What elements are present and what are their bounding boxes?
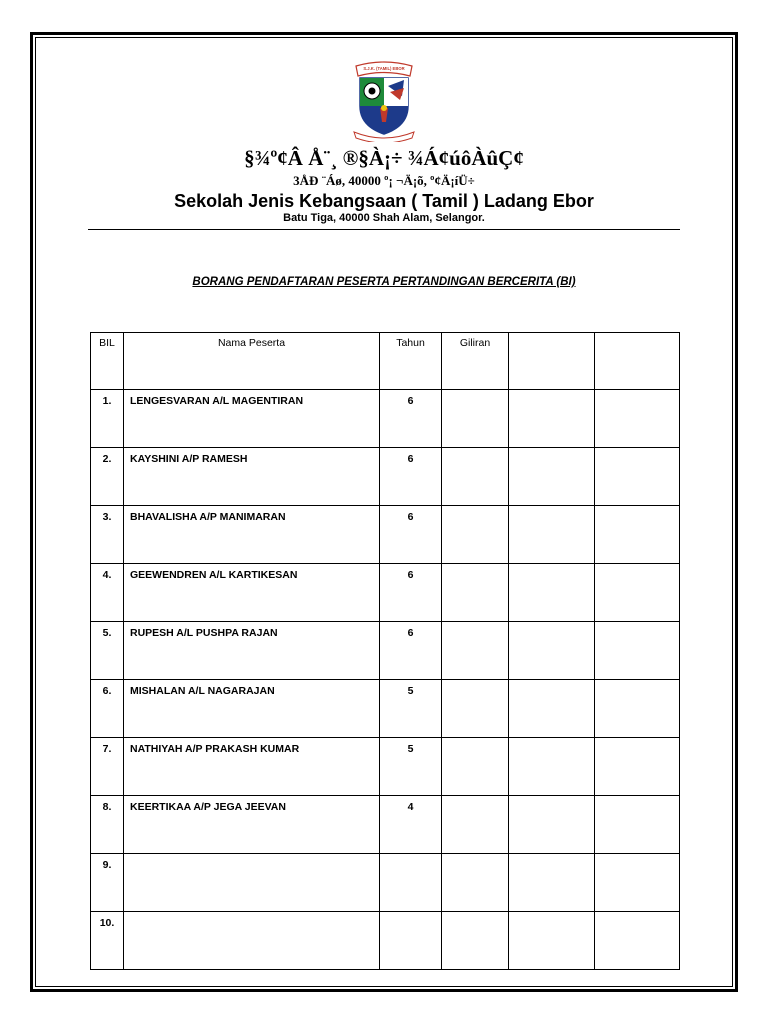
column-header-tahun: Tahun (380, 333, 442, 390)
row-number: 7. (91, 738, 124, 796)
blank-cell (509, 738, 595, 796)
table-row (91, 448, 680, 506)
blank-cell (595, 564, 680, 622)
participant-year: 6 (380, 448, 442, 506)
participant-name: GEEWENDREN A/L KARTIKESAN (124, 564, 380, 622)
participant-name (124, 912, 380, 970)
column-header-nama-peserta: Nama Peserta (124, 333, 380, 390)
blank-cell (509, 680, 595, 738)
blank-cell (595, 854, 680, 912)
column-header-blank-2 (595, 333, 680, 390)
logo-banner-text: S.J.K. (TAMIL) EBOR (363, 66, 405, 71)
blank-cell (595, 390, 680, 448)
table-row (91, 854, 680, 912)
table-row (91, 912, 680, 970)
participant-name: KEERTIKAA A/P JEGA JEEVAN (124, 796, 380, 854)
blank-cell (509, 564, 595, 622)
participant-year: 6 (380, 390, 442, 448)
participant-year: 6 (380, 506, 442, 564)
table-row (91, 622, 680, 680)
column-header-bil: BIL (91, 333, 124, 390)
row-number: 9. (91, 854, 124, 912)
turn-cell (442, 738, 509, 796)
header-divider (88, 229, 680, 230)
participant-year: 6 (380, 622, 442, 680)
turn-cell (442, 796, 509, 854)
table-header-row (91, 333, 680, 390)
blank-cell (595, 622, 680, 680)
blank-cell (509, 912, 595, 970)
row-number: 6. (91, 680, 124, 738)
blank-cell (509, 854, 595, 912)
turn-cell (442, 448, 509, 506)
blank-cell (595, 796, 680, 854)
blank-cell (595, 448, 680, 506)
participant-name: RUPESH A/L PUSHPA RAJAN (124, 622, 380, 680)
blank-cell (509, 506, 595, 564)
participant-year: 4 (380, 796, 442, 854)
participant-name: LENGESVARAN A/L MAGENTIRAN (124, 390, 380, 448)
turn-cell (442, 390, 509, 448)
participant-name: NATHIYAH A/P PRAKASH KUMAR (124, 738, 380, 796)
school-name: Sekolah Jenis Kebangsaan ( Tamil ) Ladang Ebor (174, 191, 594, 211)
participant-name: KAYSHINI A/P RAMESH (124, 448, 380, 506)
table-row (91, 796, 680, 854)
blank-cell (595, 912, 680, 970)
form-title: BORANG PENDAFTARAN PESERTA PERTANDINGAN BERCERITA (BI) (192, 276, 576, 288)
turn-cell (442, 912, 509, 970)
row-number: 10. (91, 912, 124, 970)
participant-year: 5 (380, 738, 442, 796)
blank-cell (595, 738, 680, 796)
participant-year (380, 912, 442, 970)
column-header-blank-1 (509, 333, 595, 390)
column-header-giliran: Giliran (442, 333, 509, 390)
school-crest-logo (342, 56, 426, 142)
blank-cell (509, 390, 595, 448)
row-number: 8. (91, 796, 124, 854)
table-row (91, 390, 680, 448)
table-row (91, 564, 680, 622)
turn-cell (442, 506, 509, 564)
participant-year: 5 (380, 680, 442, 738)
turn-cell (442, 854, 509, 912)
participant-name: MISHALAN A/L NAGARAJAN (124, 680, 380, 738)
participant-year: 6 (380, 564, 442, 622)
tamil-school-address: 3ÅÐ ¨Áø, 40000 º¡ ¬Ä¡õ, º¢Ä¡íÜ÷ (293, 173, 475, 188)
table-row (91, 738, 680, 796)
school-address: Batu Tiga, 40000 Shah Alam, Selangor. (283, 212, 485, 224)
registration-table (90, 332, 680, 970)
blank-cell (509, 448, 595, 506)
blank-cell (595, 506, 680, 564)
row-number: 4. (91, 564, 124, 622)
row-number: 5. (91, 622, 124, 680)
participant-name: BHAVALISHA A/P MANIMARAN (124, 506, 380, 564)
turn-cell (442, 564, 509, 622)
tamil-school-title: §¾º¢Â Å¨¸ ®§À¡÷ ¾Á¢úôÀûÇ¢ (244, 146, 524, 170)
row-number: 3. (91, 506, 124, 564)
table-row (91, 680, 680, 738)
turn-cell (442, 680, 509, 738)
blank-cell (509, 796, 595, 854)
row-number: 2. (91, 448, 124, 506)
table-row (91, 506, 680, 564)
turn-cell (442, 622, 509, 680)
row-number: 1. (91, 390, 124, 448)
blank-cell (595, 680, 680, 738)
participant-name (124, 854, 380, 912)
participant-year (380, 854, 442, 912)
blank-cell (509, 622, 595, 680)
